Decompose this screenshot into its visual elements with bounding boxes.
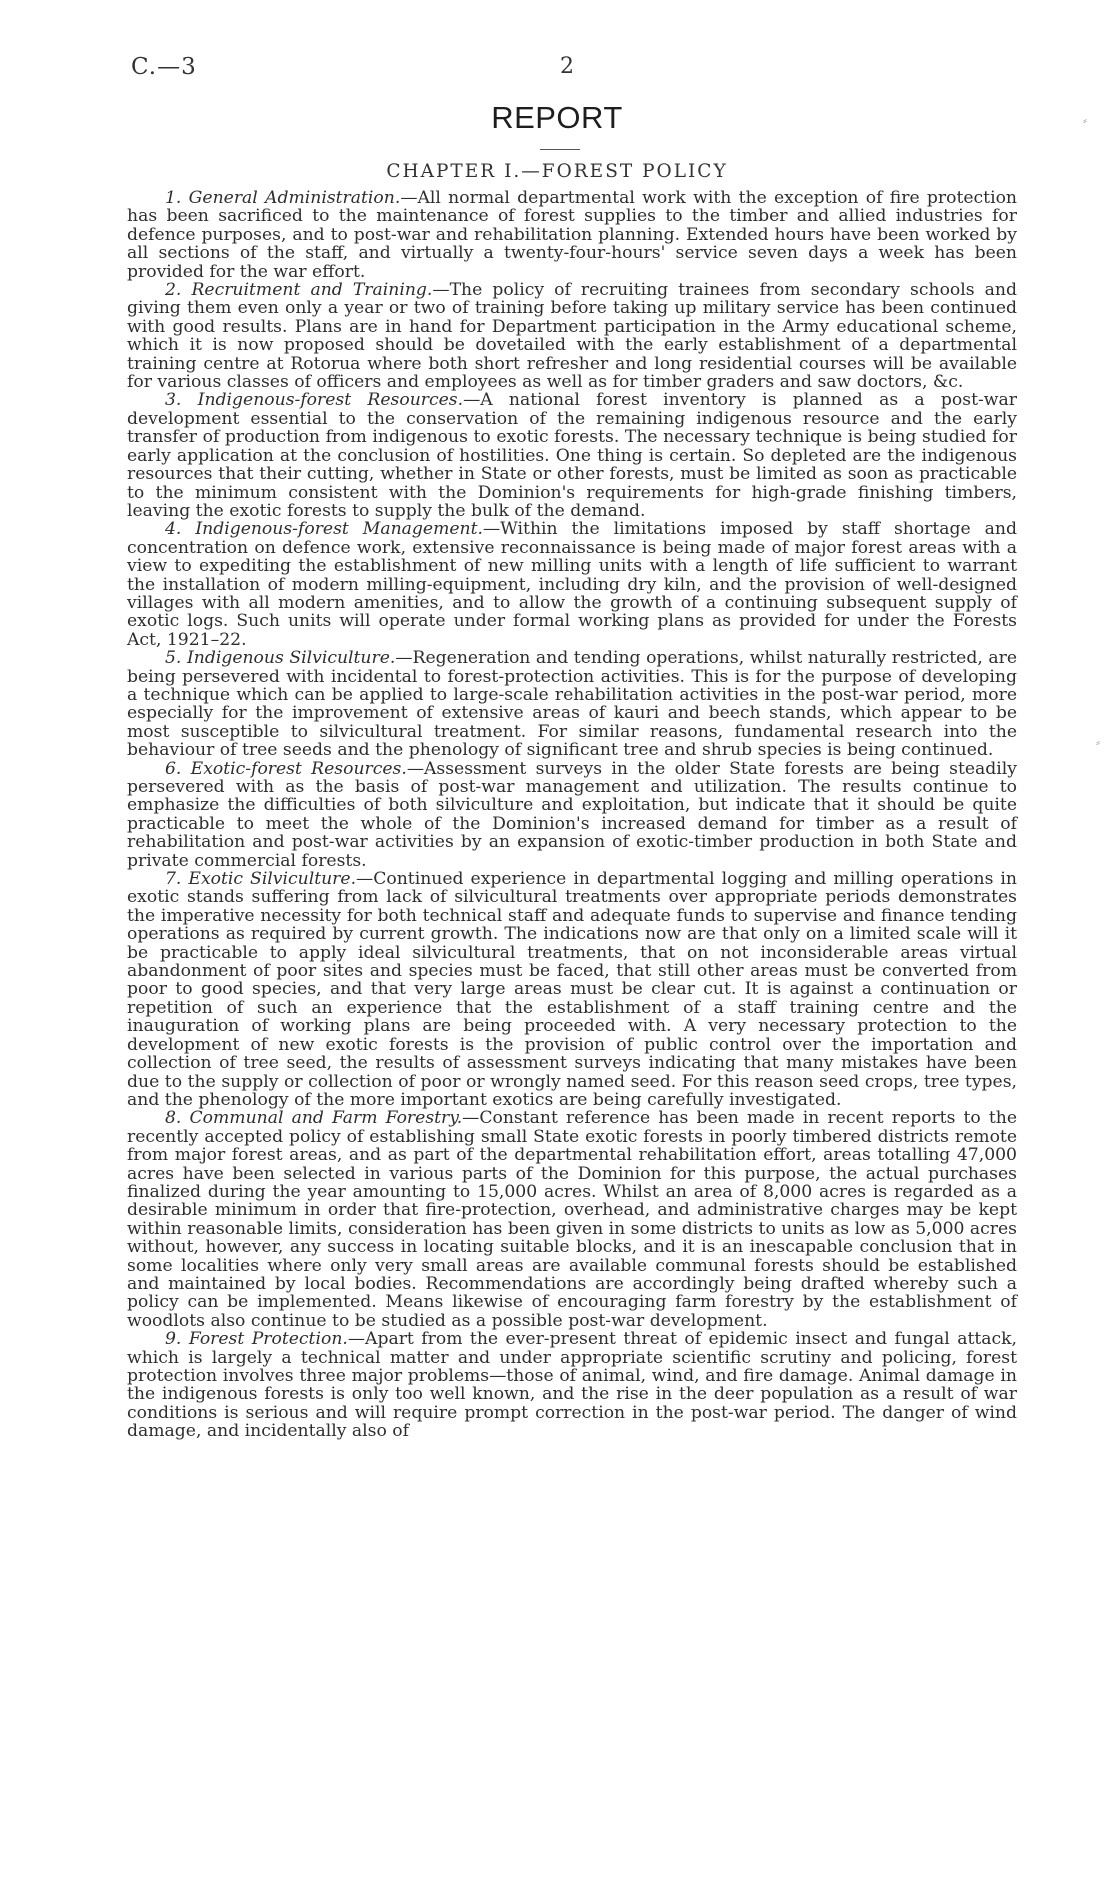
paragraph-text: —Continued experience in departmental logging and milling operations in exotic stands suffering from lack of silvicultural treatments over appropriate periods demonstrates the imperative necessity for both technical staff and adequate funds to supervise and finance tending operations as required by current growth. The indications now are that only on a limited scale will it be practicable to apply ideal silvicultural treatments, that on not inconsiderable areas virtual abandonment of poor sites and species must be faced, that still other areas must be converted from poor to good species, and that very large areas must be clear cut. It is against a continuation or repetition of such an experience that the establishment of a staff training centre and the inauguration of working plans are being proceeded with. A very necessary protection to the development of new exotic forests is the provision of public control over the importation and collection of tree seed, the results of assessment surveys indicating that many mistakes have been due to the supply or collection of poor or wrongly named seed. For this reason seed crops, tree types, and the phenology of the more important exotics are being carefully investigated.	[127, 869, 1017, 1110]
report-body	[127, 189, 1017, 1441]
paragraph-exotic-resources	[127, 760, 1017, 870]
paragraph-indigenous-management	[127, 520, 1017, 649]
paragraph-text: —Regeneration and tending operations, whilst naturally restricted, are being persevered with incidental to forest-protection activities. This is for the purpose of developing a technique which can be applied to large-scale rehabilitation activities in the post-war period, more especially for the improvement of extensive areas of kauri and beech stands, which appear to be most susceptible to silvicultural treatment. For similar reasons, fundamental research into the behaviour of tree seeds and the phenology of significant tree and shrub species is being continued.	[127, 648, 1017, 761]
title-rule	[540, 149, 580, 150]
document-reference: C.—3	[131, 54, 197, 80]
paragraph-text: —The policy of recruiting trainees from secondary schools and giving them even only a year or two of training before taking up military service has been continued with good results. Plans are in hand for Department participation in the Army educational scheme, which it is now proposed should be dovetailed with the early establishment of a departmental training centre at Rotorua where both short refresher and long residential courses will be available for various classes of officers and employees as well as for timber graders and saw doctors, &c.	[127, 280, 1017, 393]
paragraph-text: —Apart from the ever-present threat of epidemic insect and fungal attack, which is largely a technical matter and under appropriate scientific scrutiny and policing, forest protection involves three major problems—those of animal, wind, and fire damage. Animal damage in the indigenous forests is only too well known, and the rise in the deer population as a result of war conditions is serious and will require prompt correction in the post-war period. The danger of wind damage, and incidentally also of	[127, 1329, 1018, 1442]
paragraph-heading: 8. Communal and Farm Forestry.	[165, 1108, 463, 1129]
paragraph-text: —A national forest inventory is planned as a post-war development essential to the conservation of the remaining indigenous resource and the early transfer of production from indigenous to exotic forests. The necessary technique is being studied for early application at the conclusion of hostilities. One thing is certain. So depleted are the indigenous resources that their cutting, whether in State or other forests, must be limited as soon as practicable to the minimum consistent with the Dominion's requirements for high-grade finishing timbers, leaving the exotic forests to supply the bulk of the demand.	[127, 390, 1017, 521]
paragraph-communal-farm-forestry	[127, 1109, 1017, 1330]
paragraph-heading: 7. Exotic Silviculture.	[165, 869, 357, 890]
paragraph-heading: 6. Exotic-forest Resources.	[165, 758, 407, 779]
paragraph-text: —All normal departmental work with the exception of fire protection has been sacrificed to the maintenance of forest supplies to the timber and allied industries for defence purposes, and to post-war and rehabilitation planning. Extended hours have been worked by all sections of the staff, and virtually a twenty-four-hours' service seven days a week has been provided for the war effort.	[127, 188, 1017, 282]
paragraph-heading: 1. General Administration.	[165, 188, 401, 208]
paragraph-text: —Within the limitations imposed by staff shortage and concentration on defence work, extensive reconnaissance is being made of major forest areas with a view to expediting the establishment of new milling units with a length of life sufficient to warrant the installation of modern milling-equipment, including dry kiln, and the provision of well-designed villages with all modern amenities, and to allow the growth of a continuing subsequent supply of exotic logs. Such units will operate under formal working plans as provided for under the Forests Act, 1921–22.	[127, 519, 1017, 650]
chapter-heading: CHAPTER I.—FOREST POLICY	[386, 161, 728, 182]
margin-mark: ⸗	[1096, 735, 1100, 749]
paragraph-heading: 4. Indigenous-forest Management.	[165, 519, 483, 540]
paragraph-heading: 9. Forest Protection.	[165, 1329, 348, 1350]
paragraph-heading: 5. Indigenous Silviculture.	[165, 648, 396, 669]
paragraph-indigenous-silviculture	[127, 649, 1017, 759]
paragraph-forest-protection	[127, 1330, 1017, 1440]
paragraph-general-administration	[127, 189, 1017, 281]
paragraph-heading: 3. Indigenous-forest Resources.	[165, 390, 464, 411]
report-title: REPORT	[491, 100, 623, 135]
paragraph-text: —Assessment surveys in the older State forests are being steadily persevered with as the basis of post-war management and utilization. The results continue to emphasize the difficulties of both silviculture and exploitation, but indicate that it should be quite practicable to meet the whole of the Dominion's increased demand for timber as a result of rehabilitation and post-war activities by an expansion of exotic-timber production in both State and private commercial forests.	[127, 758, 1017, 871]
paragraph-recruitment-training	[127, 281, 1017, 391]
paragraph-text: —Constant reference has been made in recent reports to the recently accepted policy of establishing small State exotic forests in poorly timbered districts remote from major forest areas, and as part of the departmental rehabilitation effort, areas totalling 47,000 acres have been selected in various parts of the Dominion for this purpose, the actual purchases finalized during the year amounting to 15,000 acres. Whilst an area of 8,000 acres is regarded as a desirable minimum in order that fire-protection, overhead, and administrative charges may be kept within reasonable limits, consideration has been given in some districts to units as low as 5,000 acres without, however, any success in locating suitable blocks, and it is an inescapable conclusion that in some localities where only very small areas are available communal forests should be established and maintained by local bodies. Recommendations are accordingly being drafted whereby such a policy can be implemented. Means likewise of encouraging farm forestry by the establishment of woodlots also continue to be studied as a possible post-war development.	[127, 1108, 1017, 1331]
paragraph-exotic-silviculture	[127, 870, 1017, 1109]
margin-mark: ⸗	[1083, 113, 1087, 127]
paragraph-indigenous-resources	[127, 391, 1017, 520]
page-number: 2	[560, 54, 574, 79]
paragraph-heading: 2. Recruitment and Training.	[165, 280, 433, 301]
